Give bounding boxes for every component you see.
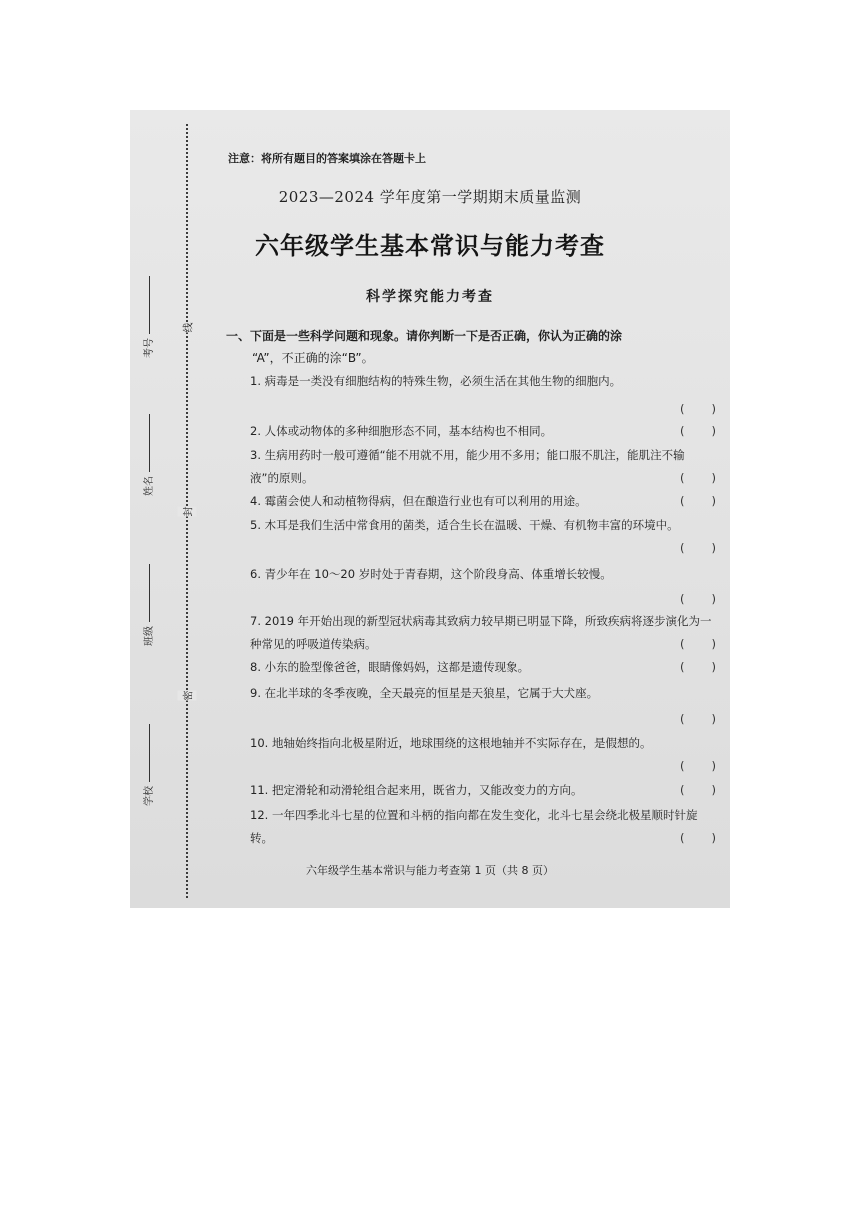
question-item	[250, 563, 712, 586]
school-label: 学校	[144, 786, 155, 806]
question-text: 2019 年开始出现的新型冠状病毒其致病力较早期已明显下降，所致疾病将逐步演化为一种常见的呼吸道传染病。	[250, 614, 712, 651]
school-blank	[149, 724, 150, 782]
sub-title: 科学探究能力考查	[366, 289, 494, 305]
section-heading-text: 一、下面是一些科学问题和现象。请你判断一下是否正确，你认为正确的涂	[226, 329, 623, 343]
school-field	[140, 724, 155, 806]
question-number: 12.	[250, 808, 269, 822]
question-number: 3.	[250, 448, 261, 462]
class-field	[140, 564, 155, 646]
paren-close: )	[711, 831, 716, 845]
answer-parentheses	[680, 541, 716, 555]
question-text: 病毒是一类没有细胞结构的特殊生物，必须生活在其他生物的细胞内。	[264, 374, 622, 388]
paren-open: (	[680, 660, 685, 674]
paren-close: )	[711, 759, 716, 773]
question-number: 7.	[250, 614, 261, 628]
answer-parentheses	[680, 592, 716, 606]
question-text: 木耳是我们生活中常食用的菌类，适合生长在温暖、干燥、有机物丰富的环境中。	[264, 518, 679, 532]
page-footer: 六年级学生基本常识与能力考查第 1 页（共 8 页）	[306, 864, 554, 877]
name-label: 姓名	[144, 476, 155, 496]
paren-open: (	[680, 402, 685, 416]
question-item	[250, 514, 712, 537]
main-title: 六年级学生基本常识与能力考查	[255, 231, 605, 260]
question-item	[250, 610, 712, 656]
paren-close: )	[711, 424, 716, 438]
question-number: 6.	[250, 567, 261, 581]
paren-open: (	[680, 831, 685, 845]
question-number: 2.	[250, 424, 261, 438]
answer-parentheses	[680, 637, 716, 651]
name-field	[140, 414, 155, 496]
paren-open: (	[680, 592, 685, 606]
paren-open: (	[680, 637, 685, 651]
paren-open: (	[680, 541, 685, 555]
name-blank	[149, 414, 150, 472]
question-text: 在北半球的冬季夜晚，全天最亮的恒星是天狼星，它属于大犬座。	[264, 686, 599, 700]
answer-parentheses	[680, 494, 716, 508]
seal-word-secret: 密	[178, 691, 197, 701]
paren-close: )	[711, 712, 716, 726]
question-item	[250, 370, 712, 393]
class-label: 班级	[144, 626, 155, 646]
question-item	[250, 804, 712, 850]
question-text: 生病用药时一般可遵循“能不用就不用，能少用不多用；能口服不肌注，能肌注不输液”的原则。	[250, 448, 685, 485]
answer-parentheses	[680, 712, 716, 726]
question-number: 4.	[250, 494, 261, 508]
question-number: 8.	[250, 660, 261, 674]
question-text: 小东的脸型像爸爸，眼睛像妈妈，这都是遗传现象。	[264, 660, 530, 674]
paren-open: (	[680, 494, 685, 508]
paren-open: (	[680, 783, 685, 797]
question-text: 一年四季北斗七星的位置和斗柄的指向都在发生变化，北斗七星会绕北极星顺时针旋转。	[250, 808, 698, 845]
question-text: 人体或动物体的多种细胞形态不同，基本结构也不相同。	[264, 424, 553, 438]
answer-parentheses	[680, 471, 716, 485]
paren-open: (	[680, 424, 685, 438]
paren-close: )	[711, 783, 716, 797]
answer-notice: 注意：将所有题目的答案填涂在答题卡上	[228, 152, 426, 165]
section-heading-cont: “A”，不正确的涂“B”。	[252, 351, 374, 365]
question-number: 9.	[250, 686, 261, 700]
paren-close: )	[711, 494, 716, 508]
question-text: 霉菌会使人和动植物得病，但在酿造行业也有可以利用的用途。	[264, 494, 587, 508]
paren-close: )	[711, 402, 716, 416]
answer-parentheses	[680, 660, 716, 674]
seal-word-seal: 封	[178, 507, 197, 517]
question-item	[250, 682, 712, 705]
question-item	[250, 420, 712, 443]
exam-paper	[130, 110, 730, 908]
question-number: 1.	[250, 374, 261, 388]
paren-close: )	[711, 637, 716, 651]
year-title: 2023—2024 学年度第一学期期末质量监测	[278, 188, 582, 206]
answer-parentheses	[680, 831, 716, 845]
paren-open: (	[680, 471, 685, 485]
answer-parentheses	[680, 783, 716, 797]
answer-parentheses	[680, 759, 716, 773]
question-item	[250, 656, 712, 679]
answer-parentheses	[680, 424, 716, 438]
section-heading	[226, 325, 720, 369]
question-number: 11.	[250, 783, 269, 797]
answer-parentheses	[680, 402, 716, 416]
question-item	[250, 779, 712, 802]
paren-open: (	[680, 759, 685, 773]
seal-word-line: 线	[178, 323, 197, 333]
question-text: 把定滑轮和动滑轮组合起来用，既省力，又能改变力的方向。	[271, 783, 583, 797]
question-number: 5.	[250, 518, 261, 532]
paren-close: )	[711, 471, 716, 485]
paren-close: )	[711, 660, 716, 674]
paren-open: (	[680, 712, 685, 726]
question-item	[250, 444, 712, 490]
exam-number-label: 考号	[144, 338, 155, 358]
question-item	[250, 490, 712, 513]
question-number: 10.	[250, 736, 269, 750]
paren-close: )	[711, 592, 716, 606]
question-text: 青少年在 10～20 岁时处于青春期，这个阶段身高、体重增长较慢。	[264, 567, 612, 581]
question-item	[250, 732, 712, 755]
paren-close: )	[711, 541, 716, 555]
question-text: 地轴始终指向北极星附近，地球围绕的这根地轴并不实际存在，是假想的。	[271, 736, 652, 750]
class-blank	[149, 564, 150, 622]
